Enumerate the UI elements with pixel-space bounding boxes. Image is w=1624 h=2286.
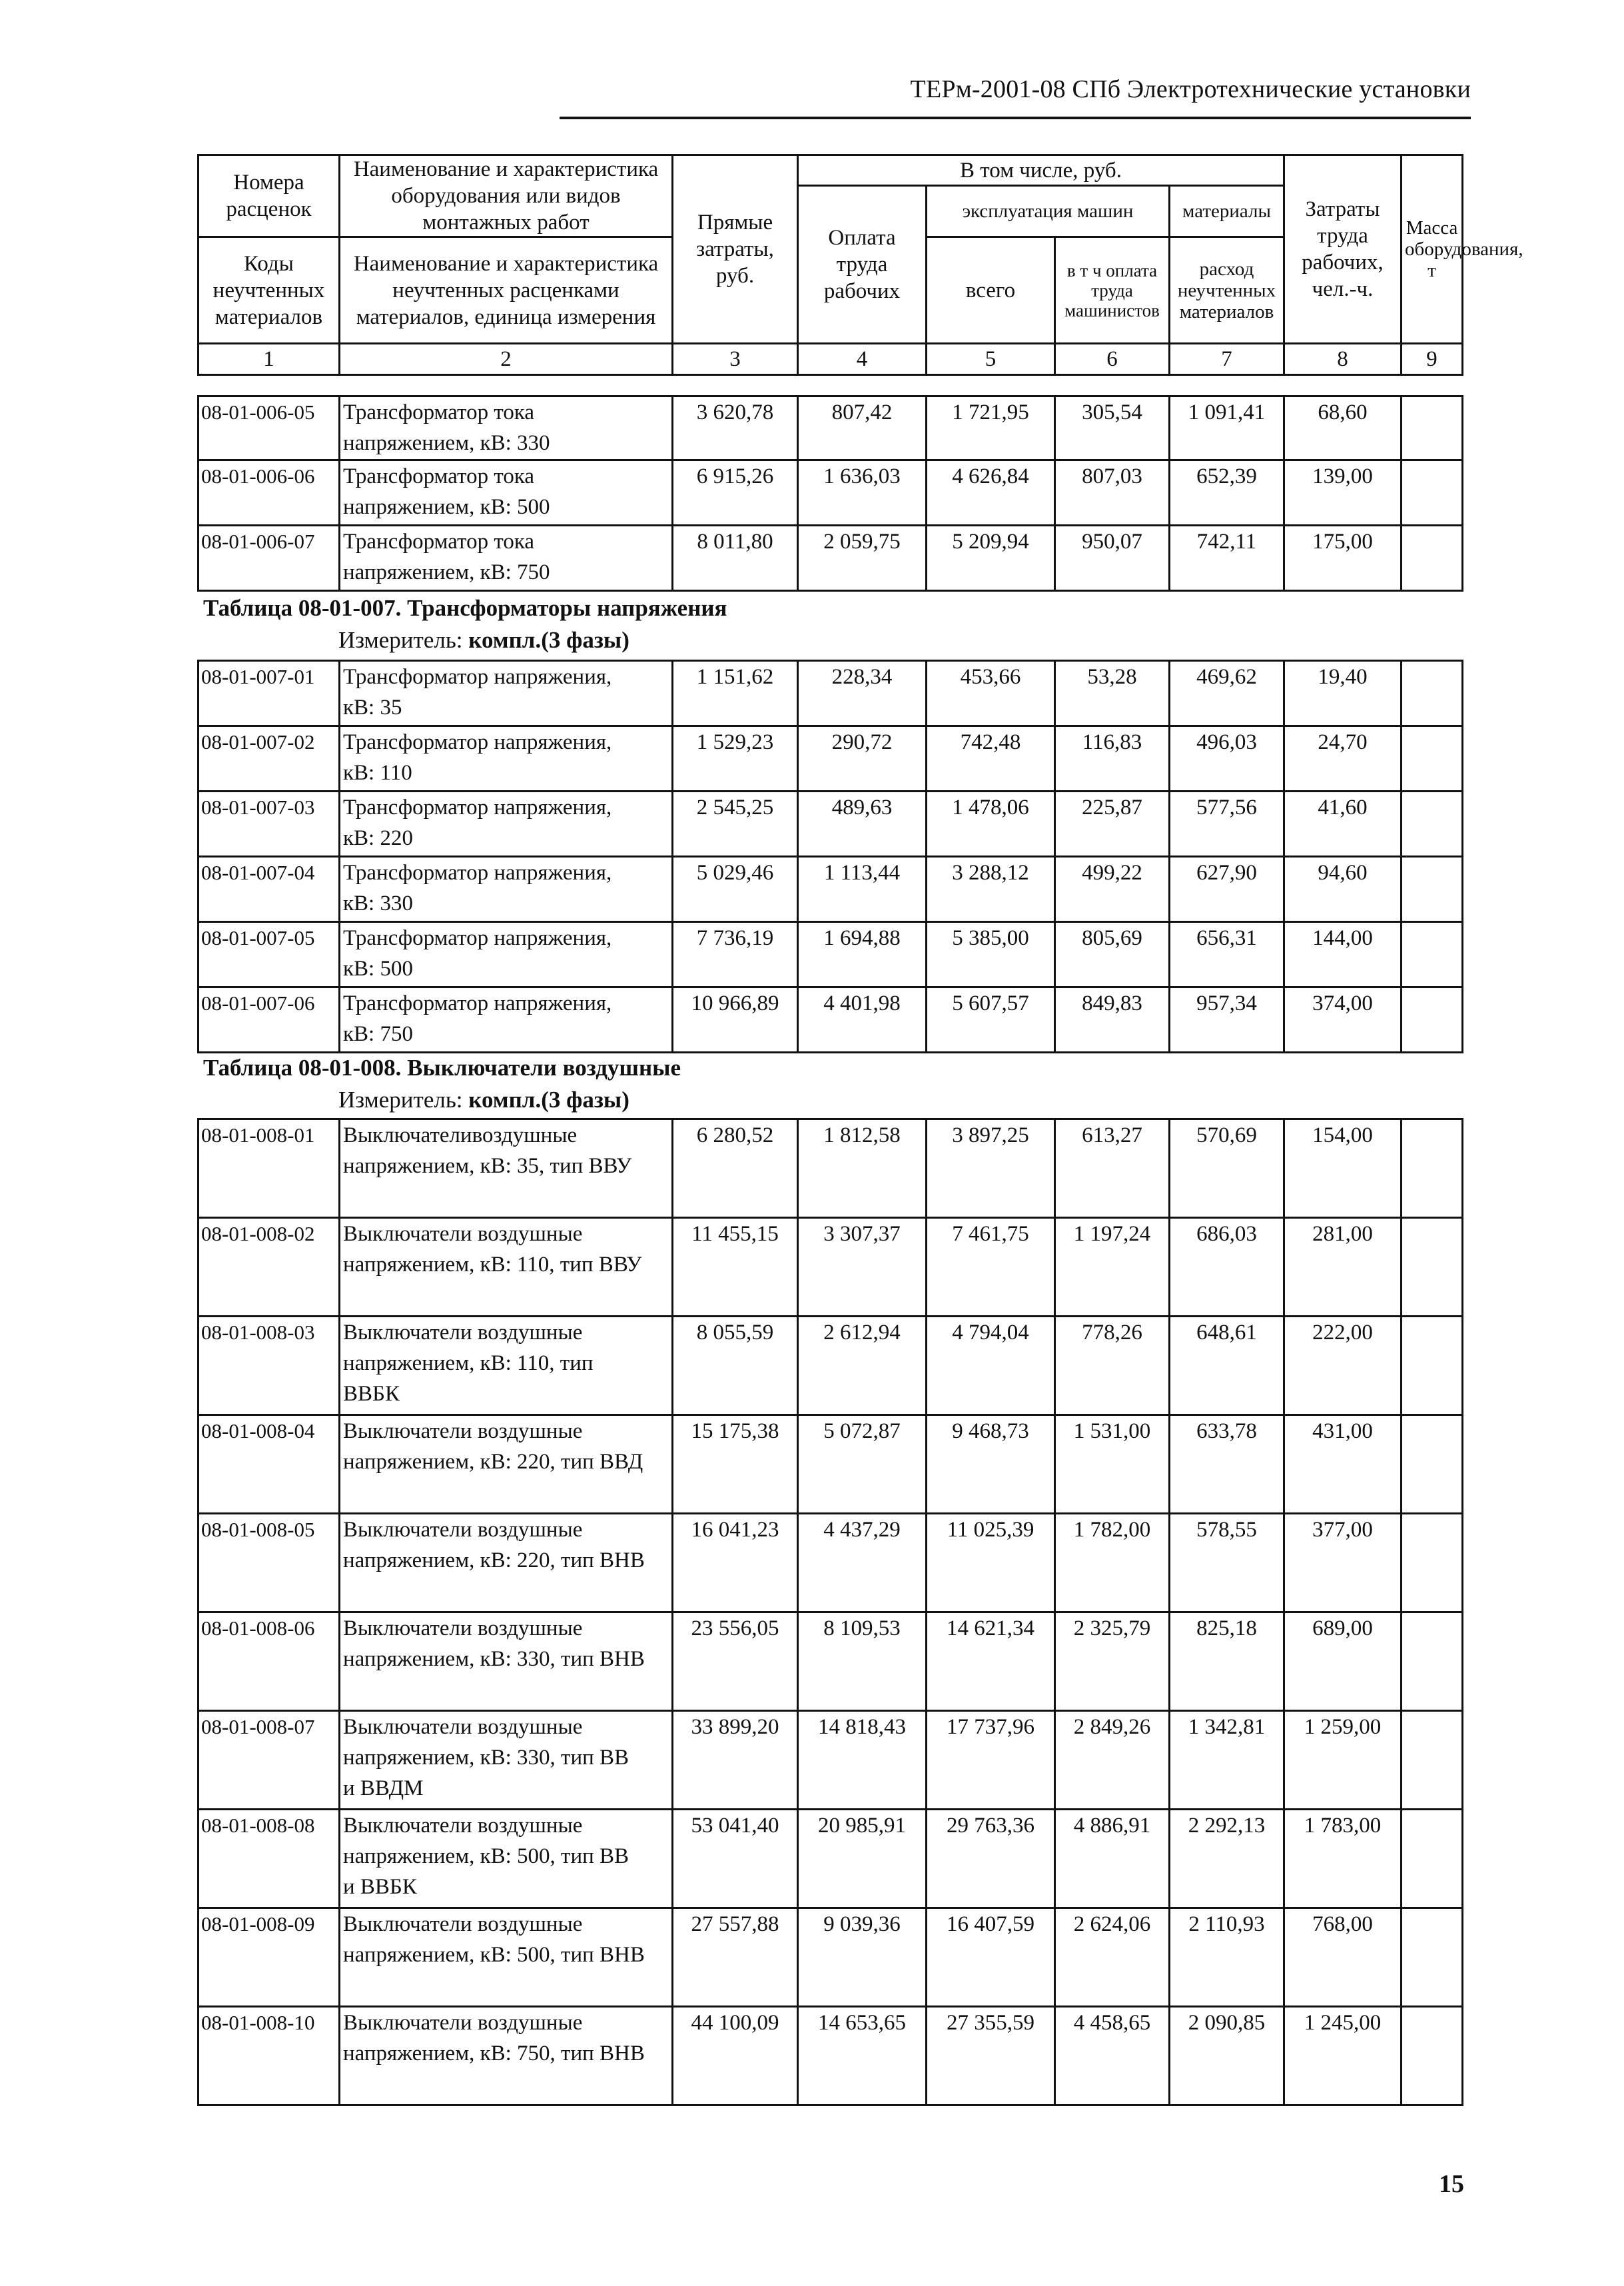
- value-cell: 53,28: [1055, 661, 1170, 726]
- value-cell: 19,40: [1284, 661, 1402, 726]
- value-cell: 9 039,36: [798, 1908, 927, 2007]
- item-name: [340, 1415, 673, 1514]
- value-cell: 1 151,62: [673, 661, 798, 726]
- value-cell: 2 090,85: [1170, 2007, 1284, 2105]
- value-cell: 633,78: [1170, 1415, 1284, 1514]
- item-name-line: Выключатели воздушные: [343, 1616, 583, 1640]
- item-name: [340, 857, 673, 922]
- rate-code: 08-01-008-10: [199, 2007, 340, 2105]
- column-number: 2: [340, 344, 673, 375]
- value-cell: 652,39: [1170, 460, 1284, 526]
- value-cell: 94,60: [1284, 857, 1402, 922]
- item-name-line: напряжением, кВ: 330, тип ВВ: [343, 1746, 629, 1770]
- rate-code: 08-01-006-07: [199, 526, 340, 591]
- value-cell: [1402, 460, 1463, 526]
- item-name-line: кВ: 35: [343, 696, 402, 720]
- incl-header: В том числе, руб.: [798, 155, 1284, 186]
- table-row: [199, 1119, 1463, 1218]
- materials-header: материалы: [1170, 186, 1284, 237]
- column-number: 1: [199, 344, 340, 375]
- value-cell: 9 468,73: [927, 1415, 1055, 1514]
- item-name: [340, 460, 673, 526]
- value-cell: 116,83: [1055, 726, 1170, 792]
- value-cell: [1402, 526, 1463, 591]
- value-cell: 139,00: [1284, 460, 1402, 526]
- rate-code: 08-01-008-03: [199, 1317, 340, 1415]
- value-cell: 3 620,78: [673, 396, 798, 460]
- item-name-line: Выключатели воздушные: [343, 1222, 583, 1246]
- table-row: [199, 1908, 1463, 2007]
- value-cell: [1402, 1908, 1463, 2007]
- item-name: [340, 2007, 673, 2105]
- value-cell: 5 607,57: [927, 987, 1055, 1053]
- value-cell: 4 886,91: [1055, 1810, 1170, 1908]
- value-cell: 8 109,53: [798, 1612, 927, 1711]
- machines-header: эксплуатация машин: [927, 186, 1170, 237]
- rate-code: 08-01-007-02: [199, 726, 340, 792]
- table-row: [199, 1711, 1463, 1810]
- item-name-line: кВ: 750: [343, 1022, 413, 1046]
- rate-code: 08-01-006-05: [199, 396, 340, 460]
- table-row: [199, 2007, 1463, 2105]
- value-cell: 950,07: [1055, 526, 1170, 591]
- value-cell: 175,00: [1284, 526, 1402, 591]
- value-cell: 20 985,91: [798, 1810, 927, 1908]
- value-cell: 627,90: [1170, 857, 1284, 922]
- value-cell: [1402, 396, 1463, 460]
- col7-header: расход неучтенных материалов: [1170, 237, 1284, 344]
- table-row: [199, 1612, 1463, 1711]
- item-name-line: кВ: 110: [343, 761, 412, 785]
- value-cell: 825,18: [1170, 1612, 1284, 1711]
- item-name: [340, 1908, 673, 2007]
- value-cell: 4 794,04: [927, 1317, 1055, 1415]
- rate-code: 08-01-007-04: [199, 857, 340, 922]
- value-cell: 33 899,20: [673, 1711, 798, 1810]
- value-cell: 8 011,80: [673, 526, 798, 591]
- item-name-line: Трансформатор тока: [343, 400, 534, 424]
- item-name: [340, 1612, 673, 1711]
- value-cell: 5 029,46: [673, 857, 798, 922]
- table-row: [199, 1810, 1463, 1908]
- value-cell: 648,61: [1170, 1317, 1284, 1415]
- value-cell: [1402, 987, 1463, 1053]
- meter-007: Измеритель: компл.(3 фазы): [338, 627, 629, 653]
- value-cell: 2 612,94: [798, 1317, 927, 1415]
- value-cell: 222,00: [1284, 1317, 1402, 1415]
- value-cell: 570,69: [1170, 1119, 1284, 1218]
- item-name-line: напряжением, кВ: 500: [343, 495, 550, 519]
- value-cell: [1402, 792, 1463, 857]
- value-cell: 41,60: [1284, 792, 1402, 857]
- item-name-line: напряжением, кВ: 110, тип: [343, 1351, 594, 1375]
- value-cell: 1 197,24: [1055, 1218, 1170, 1317]
- value-cell: 305,54: [1055, 396, 1170, 460]
- table-08-01-007: [197, 660, 1463, 1053]
- value-cell: 1 721,95: [927, 396, 1055, 460]
- rate-code: 08-01-007-03: [199, 792, 340, 857]
- value-cell: 68,60: [1284, 396, 1402, 460]
- rate-code: 08-01-008-05: [199, 1514, 340, 1612]
- item-name: [340, 987, 673, 1053]
- item-name: [340, 726, 673, 792]
- item-name-line: напряжением, кВ: 750, тип ВНВ: [343, 2041, 645, 2065]
- value-cell: 24,70: [1284, 726, 1402, 792]
- value-cell: 27 557,88: [673, 1908, 798, 2007]
- item-name-line: напряжением, кВ: 330: [343, 431, 550, 455]
- item-name-line: Трансформатор напряжения,: [343, 926, 612, 950]
- value-cell: 7 736,19: [673, 922, 798, 987]
- value-cell: [1402, 1711, 1463, 1810]
- value-cell: 742,11: [1170, 526, 1284, 591]
- table-08-01-006: [197, 395, 1463, 592]
- item-name: [340, 1119, 673, 1218]
- value-cell: 53 041,40: [673, 1810, 798, 1908]
- value-cell: 686,03: [1170, 1218, 1284, 1317]
- item-name: [340, 1711, 673, 1810]
- value-cell: 14 653,65: [798, 2007, 927, 2105]
- value-cell: 656,31: [1170, 922, 1284, 987]
- value-cell: 5 072,87: [798, 1415, 927, 1514]
- value-cell: 2 849,26: [1055, 1711, 1170, 1810]
- table-row: [199, 1218, 1463, 1317]
- table-row: [199, 1415, 1463, 1514]
- section-title-008: Таблица 08-01-008. Выключатели воздушные: [203, 1055, 681, 1081]
- item-name-line: напряжением, кВ: 330, тип ВНВ: [343, 1647, 645, 1671]
- item-name: [340, 1317, 673, 1415]
- rate-code: 08-01-008-08: [199, 1810, 340, 1908]
- item-name: [340, 1218, 673, 1317]
- value-cell: 2 624,06: [1055, 1908, 1170, 2007]
- item-name: [340, 396, 673, 460]
- value-cell: 3 288,12: [927, 857, 1055, 922]
- value-cell: 453,66: [927, 661, 1055, 726]
- value-cell: [1402, 857, 1463, 922]
- col3-header: Прямые затраты, руб.: [673, 155, 798, 344]
- value-cell: 4 401,98: [798, 987, 927, 1053]
- value-cell: 281,00: [1284, 1218, 1402, 1317]
- item-name-line: Выключатели воздушные: [343, 1419, 583, 1443]
- value-cell: 613,27: [1055, 1119, 1170, 1218]
- table-row: [199, 661, 1463, 726]
- value-cell: 3 307,37: [798, 1218, 927, 1317]
- table-08-01-008: [197, 1118, 1463, 2106]
- value-cell: 14 621,34: [927, 1612, 1055, 1711]
- value-cell: 44 100,09: [673, 2007, 798, 2105]
- item-name-line: напряжением, кВ: 220, тип ВНВ: [343, 1548, 645, 1572]
- rate-code: 08-01-007-06: [199, 987, 340, 1053]
- value-cell: 11 025,39: [927, 1514, 1055, 1612]
- value-cell: 807,03: [1055, 460, 1170, 526]
- value-cell: 5 385,00: [927, 922, 1055, 987]
- item-name-line: и ВВБК: [343, 1875, 417, 1899]
- header-rule: [560, 117, 1471, 119]
- col4-header: Оплата труда рабочих: [798, 186, 927, 344]
- item-name-line: и ВВДМ: [343, 1776, 424, 1800]
- value-cell: 499,22: [1055, 857, 1170, 922]
- table-row: [199, 526, 1463, 591]
- item-name-line: Трансформатор тока: [343, 464, 534, 488]
- item-name-line: Выключатели воздушные: [343, 1912, 583, 1936]
- value-cell: 807,42: [798, 396, 927, 460]
- value-cell: 2 110,93: [1170, 1908, 1284, 2007]
- item-name: [340, 526, 673, 591]
- column-number: 9: [1402, 344, 1463, 375]
- rate-code: 08-01-008-04: [199, 1415, 340, 1514]
- column-number: 6: [1055, 344, 1170, 375]
- value-cell: 1 113,44: [798, 857, 927, 922]
- value-cell: 16 041,23: [673, 1514, 798, 1612]
- table-row: [199, 857, 1463, 922]
- value-cell: 4 626,84: [927, 460, 1055, 526]
- table-row: [199, 460, 1463, 526]
- value-cell: 374,00: [1284, 987, 1402, 1053]
- col8-header: Затраты труда рабочих, чел.-ч.: [1284, 155, 1402, 344]
- value-cell: [1402, 1810, 1463, 1908]
- item-name-line: Выключатели воздушные: [343, 1814, 583, 1838]
- item-name-line: ВВБК: [343, 1382, 400, 1406]
- table-row: [199, 987, 1463, 1053]
- value-cell: 228,34: [798, 661, 927, 726]
- running-header: ТЕРм-2001-08 СПб Электротехнические установки: [910, 75, 1471, 103]
- value-cell: 16 407,59: [927, 1908, 1055, 2007]
- value-cell: 14 818,43: [798, 1711, 927, 1810]
- value-cell: 1 529,23: [673, 726, 798, 792]
- value-cell: 496,03: [1170, 726, 1284, 792]
- item-name-line: напряжением, кВ: 750: [343, 560, 550, 584]
- item-name: [340, 922, 673, 987]
- rate-code: 08-01-008-07: [199, 1711, 340, 1810]
- value-cell: 15 175,38: [673, 1415, 798, 1514]
- item-name-line: Трансформатор напряжения,: [343, 861, 612, 885]
- col2-top-header: Наименование и характеристика оборудования или видов монтажных работ: [340, 155, 673, 237]
- value-cell: 3 897,25: [927, 1119, 1055, 1218]
- item-name: [340, 1810, 673, 1908]
- table-row: [199, 1317, 1463, 1415]
- value-cell: [1402, 661, 1463, 726]
- value-cell: 225,87: [1055, 792, 1170, 857]
- value-cell: 2 545,25: [673, 792, 798, 857]
- col1-bottom-header: Коды неучтенных материалов: [199, 237, 340, 344]
- column-number: 7: [1170, 344, 1284, 375]
- meter-008: Измеритель: компл.(3 фазы): [338, 1087, 629, 1113]
- value-cell: 1 259,00: [1284, 1711, 1402, 1810]
- value-cell: 2 059,75: [798, 526, 927, 591]
- value-cell: [1402, 2007, 1463, 2105]
- value-cell: [1402, 1218, 1463, 1317]
- value-cell: 1 782,00: [1055, 1514, 1170, 1612]
- value-cell: 10 966,89: [673, 987, 798, 1053]
- value-cell: 6 915,26: [673, 460, 798, 526]
- value-cell: 849,83: [1055, 987, 1170, 1053]
- item-name-line: напряжением, кВ: 35, тип ВВУ: [343, 1154, 632, 1178]
- value-cell: 377,00: [1284, 1514, 1402, 1612]
- value-cell: 4 437,29: [798, 1514, 927, 1612]
- item-name-line: Трансформатор тока: [343, 530, 534, 554]
- value-cell: 489,63: [798, 792, 927, 857]
- value-cell: [1402, 1415, 1463, 1514]
- value-cell: 1 812,58: [798, 1119, 927, 1218]
- value-cell: [1402, 1514, 1463, 1612]
- table-row: [199, 792, 1463, 857]
- item-name: [340, 661, 673, 726]
- item-name-line: напряжением, кВ: 500, тип ВВ: [343, 1844, 629, 1868]
- col5-header: всего: [927, 237, 1055, 344]
- col2-bottom-header: Наименование и характеристика неучтенных расценками материалов, единица измерения: [340, 237, 673, 344]
- item-name-line: Трансформатор напряжения,: [343, 730, 612, 754]
- value-cell: 2 325,79: [1055, 1612, 1170, 1711]
- value-cell: 154,00: [1284, 1119, 1402, 1218]
- value-cell: 8 055,59: [673, 1317, 798, 1415]
- value-cell: 1 245,00: [1284, 2007, 1402, 2105]
- item-name-line: Выключателивоздушные: [343, 1123, 578, 1147]
- rate-code: 08-01-008-01: [199, 1119, 340, 1218]
- rate-code: 08-01-008-06: [199, 1612, 340, 1711]
- section-title-007: Таблица 08-01-007. Трансформаторы напряжения: [203, 595, 727, 621]
- value-cell: 23 556,05: [673, 1612, 798, 1711]
- value-cell: 1 636,03: [798, 460, 927, 526]
- item-name-line: Выключатели воздушные: [343, 1321, 583, 1345]
- rate-code: 08-01-007-01: [199, 661, 340, 726]
- value-cell: [1402, 726, 1463, 792]
- item-name-line: Выключатели воздушные: [343, 2011, 583, 2035]
- item-name-line: кВ: 220: [343, 826, 413, 850]
- value-cell: 578,55: [1170, 1514, 1284, 1612]
- value-cell: 805,69: [1055, 922, 1170, 987]
- value-cell: 144,00: [1284, 922, 1402, 987]
- col9-header: Масса оборудования, т: [1402, 155, 1463, 344]
- col6-header: в т ч оплата труда машинистов: [1055, 237, 1170, 344]
- value-cell: 5 209,94: [927, 526, 1055, 591]
- column-number: 4: [798, 344, 927, 375]
- value-cell: 29 763,36: [927, 1810, 1055, 1908]
- value-cell: 431,00: [1284, 1415, 1402, 1514]
- item-name-line: Выключатели воздушные: [343, 1518, 583, 1542]
- item-name-line: кВ: 500: [343, 957, 413, 981]
- value-cell: 957,34: [1170, 987, 1284, 1053]
- table-row: [199, 1514, 1463, 1612]
- value-cell: 6 280,52: [673, 1119, 798, 1218]
- item-name-line: Трансформатор напряжения,: [343, 796, 612, 820]
- value-cell: 768,00: [1284, 1908, 1402, 2007]
- table-row: [199, 396, 1463, 460]
- value-cell: 7 461,75: [927, 1218, 1055, 1317]
- item-name-line: Трансформатор напряжения,: [343, 665, 612, 689]
- item-name-line: напряжением, кВ: 500, тип ВНВ: [343, 1943, 645, 1967]
- item-name-line: напряжением, кВ: 220, тип ВВД: [343, 1450, 643, 1474]
- value-cell: 1 091,41: [1170, 396, 1284, 460]
- value-cell: 1 783,00: [1284, 1810, 1402, 1908]
- column-number: 8: [1284, 344, 1402, 375]
- item-name: [340, 792, 673, 857]
- item-name-line: напряжением, кВ: 110, тип ВВУ: [343, 1253, 642, 1277]
- page-number: 15: [1439, 2170, 1464, 2198]
- value-cell: 689,00: [1284, 1612, 1402, 1711]
- table-row: [199, 922, 1463, 987]
- value-cell: 2 292,13: [1170, 1810, 1284, 1908]
- rate-code: 08-01-008-02: [199, 1218, 340, 1317]
- column-number: 3: [673, 344, 798, 375]
- value-cell: 1 342,81: [1170, 1711, 1284, 1810]
- column-header-table: [197, 154, 1523, 376]
- value-cell: 17 737,96: [927, 1711, 1055, 1810]
- value-cell: [1402, 1317, 1463, 1415]
- value-cell: [1402, 922, 1463, 987]
- value-cell: 11 455,15: [673, 1218, 798, 1317]
- value-cell: 1 478,06: [927, 792, 1055, 857]
- value-cell: [1402, 1612, 1463, 1711]
- value-cell: 1 694,88: [798, 922, 927, 987]
- item-name-line: Трансформатор напряжения,: [343, 991, 612, 1015]
- value-cell: 742,48: [927, 726, 1055, 792]
- rate-code: 08-01-007-05: [199, 922, 340, 987]
- item-name-line: Выключатели воздушные: [343, 1715, 583, 1739]
- value-cell: [1402, 1119, 1463, 1218]
- item-name-line: кВ: 330: [343, 891, 413, 915]
- item-name: [340, 1514, 673, 1612]
- value-cell: 27 355,59: [927, 2007, 1055, 2105]
- rate-code: 08-01-006-06: [199, 460, 340, 526]
- value-cell: 1 531,00: [1055, 1415, 1170, 1514]
- column-number: 5: [927, 344, 1055, 375]
- value-cell: 290,72: [798, 726, 927, 792]
- rate-code: 08-01-008-09: [199, 1908, 340, 2007]
- table-row: [199, 726, 1463, 792]
- value-cell: 577,56: [1170, 792, 1284, 857]
- col1-top-header: Номера расценок: [199, 155, 340, 237]
- value-cell: 469,62: [1170, 661, 1284, 726]
- value-cell: 778,26: [1055, 1317, 1170, 1415]
- value-cell: 4 458,65: [1055, 2007, 1170, 2105]
- column-numbers-row: [199, 344, 1463, 375]
